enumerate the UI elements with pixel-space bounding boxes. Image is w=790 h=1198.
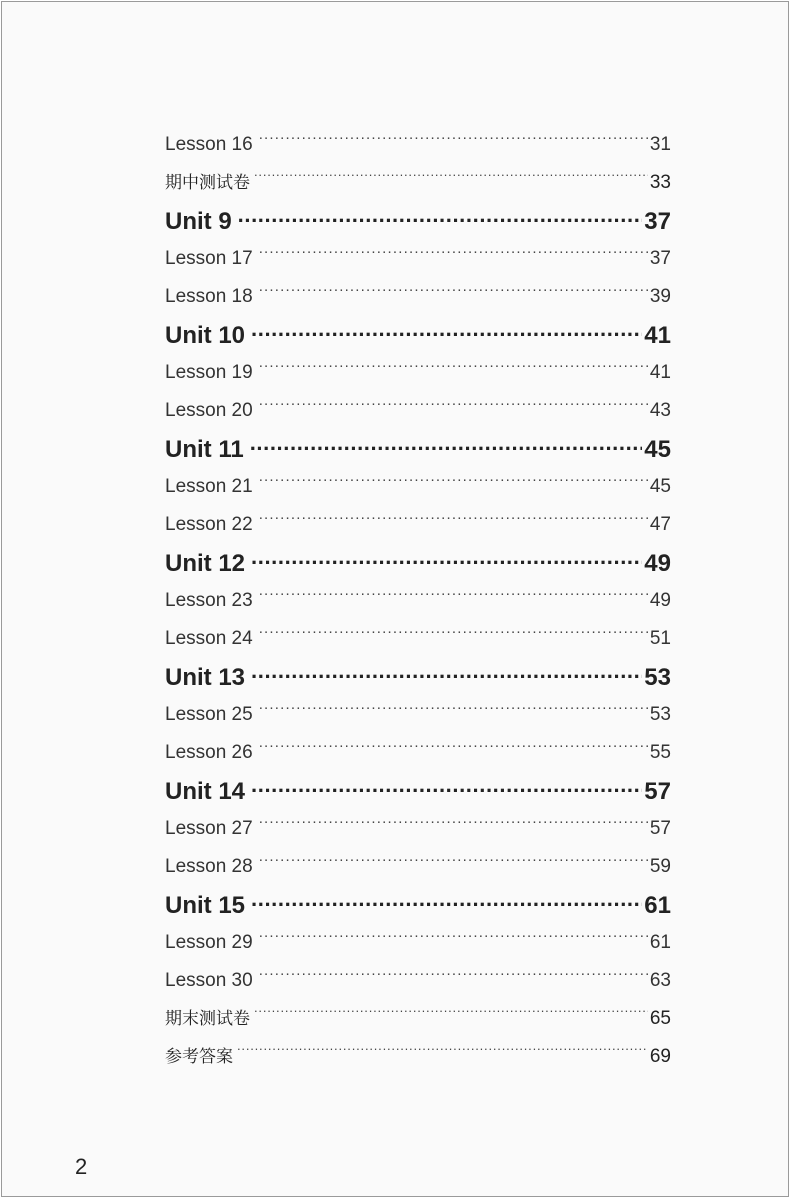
toc-lesson-entry: [165, 506, 671, 544]
toc-entry-page: 47: [649, 514, 671, 535]
toc-entry-page: 61: [649, 932, 671, 953]
toc-entry-page: 45: [644, 436, 671, 463]
toc-unit-entry: [165, 430, 671, 468]
dot-leader: [259, 244, 648, 264]
toc-entry-label: 期末测试卷: [165, 1009, 250, 1028]
toc-unit-entry: [165, 772, 671, 810]
toc-entry-label: Lesson 19: [165, 362, 253, 383]
toc-entry-label: Lesson 28: [165, 856, 253, 877]
toc-entry-label: Lesson 27: [165, 818, 253, 839]
dot-leader: [259, 396, 648, 416]
document-page: [1, 1, 789, 1197]
dot-leader: [259, 814, 648, 834]
toc-unit-entry: [165, 658, 671, 696]
toc-entry-label: Unit 15: [165, 892, 246, 919]
toc-entry-page: 53: [644, 664, 671, 691]
toc-entry-label: Lesson 30: [165, 970, 253, 991]
toc-entry-label: Lesson 21: [165, 476, 253, 497]
toc-lesson-entry: [165, 354, 671, 392]
toc-entry-label: Lesson 16: [165, 134, 253, 155]
toc-entry-page: 65: [649, 1008, 671, 1029]
toc-lesson-entry: [165, 392, 671, 430]
toc-section-entry: [165, 1000, 671, 1038]
toc-lesson-entry: [165, 734, 671, 772]
toc-entry-label: Lesson 18: [165, 286, 253, 307]
toc-lesson-entry: [165, 848, 671, 886]
toc-lesson-entry: [165, 924, 671, 962]
dot-leader: [259, 852, 648, 872]
dot-leader: [259, 130, 648, 150]
toc-entry-label: Lesson 25: [165, 704, 253, 725]
toc-lesson-entry: [165, 240, 671, 278]
toc-entry-page: 69: [649, 1046, 671, 1067]
dot-leader: [250, 433, 643, 457]
toc-entry-page: 57: [649, 818, 671, 839]
dot-leader: [254, 170, 648, 188]
toc-unit-entry: [165, 316, 671, 354]
toc-entry-label: Lesson 22: [165, 514, 253, 535]
toc-lesson-entry: [165, 810, 671, 848]
dot-leader: [251, 775, 642, 799]
toc-entry-label: Lesson 29: [165, 932, 253, 953]
toc-section-entry: [165, 164, 671, 202]
toc-lesson-entry: [165, 620, 671, 658]
toc-lesson-entry: [165, 696, 671, 734]
toc-entry-page: 51: [649, 628, 671, 649]
dot-leader: [259, 928, 648, 948]
toc-entry-page: 55: [649, 742, 671, 763]
dot-leader: [237, 1044, 648, 1062]
dot-leader: [259, 472, 648, 492]
toc-entry-label: Unit 10: [165, 322, 246, 349]
toc-entry-page: 49: [649, 590, 671, 611]
dot-leader: [259, 738, 648, 758]
toc-entry-label: Lesson 17: [165, 248, 253, 269]
dot-leader: [251, 319, 642, 343]
toc-entry-label: Unit 9: [165, 208, 232, 235]
toc-entry-label: Lesson 24: [165, 628, 253, 649]
toc-entry-page: 37: [644, 208, 671, 235]
dot-leader: [259, 586, 648, 606]
toc-entry-label: Unit 12: [165, 550, 246, 577]
toc-unit-entry: [165, 886, 671, 924]
toc-entry-page: 53: [649, 704, 671, 725]
toc-lesson-entry: [165, 582, 671, 620]
toc-entry-label: Unit 13: [165, 664, 246, 691]
dot-leader: [259, 358, 648, 378]
dot-leader: [259, 966, 648, 986]
toc-entry-page: 43: [649, 400, 671, 421]
toc-entry-page: 45: [649, 476, 671, 497]
toc-unit-entry: [165, 544, 671, 582]
toc-entry-label: Lesson 20: [165, 400, 253, 421]
dot-leader: [251, 547, 642, 571]
dot-leader: [259, 700, 648, 720]
dot-leader: [254, 1006, 648, 1024]
toc-entry-label: 期中测试卷: [165, 173, 250, 192]
toc-section-entry: [165, 1038, 671, 1076]
toc-entry-page: 39: [649, 286, 671, 307]
toc-entry-page: 61: [644, 892, 671, 919]
toc-entry-label: Unit 11: [165, 436, 244, 463]
toc-entry-page: 31: [649, 134, 671, 155]
toc-entry-page: 49: [644, 550, 671, 577]
dot-leader: [238, 205, 643, 229]
toc-entry-label: 参考答案: [165, 1047, 233, 1066]
page-number: 2: [75, 1154, 88, 1179]
dot-leader: [251, 661, 642, 685]
toc-entry-label: Unit 14: [165, 778, 246, 805]
toc-entry-page: 57: [644, 778, 671, 805]
toc-entry-page: 41: [644, 322, 671, 349]
toc-lesson-entry: [165, 126, 671, 164]
toc-entry-page: 63: [649, 970, 671, 991]
toc-entry-page: 37: [649, 248, 671, 269]
toc-unit-entry: [165, 202, 671, 240]
toc-entry-page: 59: [649, 856, 671, 877]
dot-leader: [251, 889, 642, 913]
toc-lesson-entry: [165, 962, 671, 1000]
toc-entry-label: Lesson 23: [165, 590, 253, 611]
dot-leader: [259, 282, 648, 302]
table-of-contents: [165, 126, 671, 1076]
toc-entry-page: 33: [649, 172, 671, 193]
toc-entry-label: Lesson 26: [165, 742, 253, 763]
toc-entry-page: 41: [649, 362, 671, 383]
dot-leader: [259, 510, 648, 530]
toc-lesson-entry: [165, 278, 671, 316]
dot-leader: [259, 624, 648, 644]
toc-lesson-entry: [165, 468, 671, 506]
